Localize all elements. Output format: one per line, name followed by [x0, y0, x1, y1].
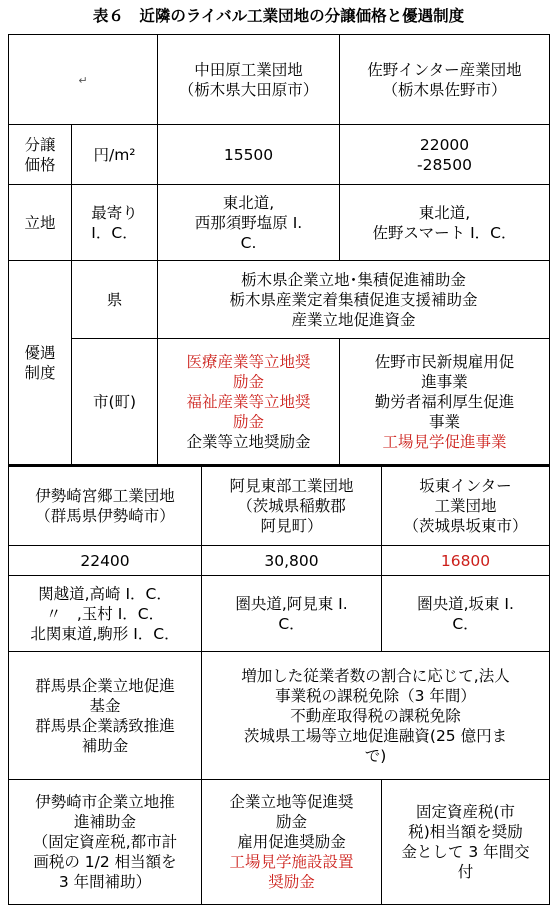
incentive-line: 事業 — [428, 412, 460, 431]
park-name: 中田原工業団地 — [194, 60, 303, 79]
ic-value: 東北道, 西那須野塩原 I. C. — [158, 185, 340, 261]
table-row — [9, 125, 550, 185]
ic-value: 圏央道,坂東 I. C． — [382, 576, 550, 652]
table-row — [9, 339, 550, 466]
price-label: 分譲 価格 — [9, 125, 72, 185]
price-unit: 円/m² — [72, 125, 158, 185]
ic-value: 圏央道,阿見東 I. C． — [202, 576, 382, 652]
ic-value: 関越道,高崎 I．C． 〃 ,玉村 I．C． 北関東道,駒形 I．C． — [9, 576, 202, 652]
incentive-line: 医療産業等立地奨 — [186, 352, 311, 371]
table-row — [9, 185, 550, 261]
incentive-line: 工場見学促進事業 — [382, 432, 507, 451]
comparison-table-1 — [8, 34, 550, 467]
header-sano — [340, 35, 550, 125]
table-row — [9, 35, 550, 125]
park-location: （栃木県佐野市） — [382, 80, 507, 99]
comparison-table-2 — [8, 465, 550, 905]
incentive-line: 励金 — [275, 813, 307, 831]
prefecture-incentives: 増加した従業者数の割合に応じて,法人 事業税の課税免除（3 年間） 不動産取得税の課税免除 茨城県工場等立地促進融資(25 億円ま で) — [202, 652, 550, 780]
incentive-line: 佐野市民新規雇用促 — [374, 352, 515, 371]
table-row — [9, 780, 550, 905]
incentive-line: 工場見学施設設置 — [229, 853, 354, 871]
incentive-label: 優遇 制度 — [9, 261, 72, 466]
incentive-line: 企業立地等促進奨 — [229, 793, 354, 811]
location-label: 立地 — [9, 185, 72, 261]
incentive-line: 勤労者福利厚生促進 — [374, 392, 515, 411]
city-incentives — [202, 780, 382, 905]
table-title: 表６ 近隣のライバル工業団地の分譲価格と優遇制度 — [92, 7, 465, 25]
table-row — [9, 652, 550, 780]
incentive-line: 福祉産業等立地奨 — [186, 392, 311, 411]
city-label: 市(町) — [72, 339, 158, 466]
prefecture-label: 県 — [72, 261, 158, 339]
prefecture-incentives: 群馬県企業立地促進 基金 群馬県企業誘致推進 補助金 — [9, 652, 202, 780]
prefecture-incentives: 栃木県企業立地･集積促進補助金 栃木県産業定着集積促進支援補助金 産業立地促進資金 — [158, 261, 550, 339]
city-incentives — [158, 339, 340, 466]
incentive-line: 雇用促進奨励金 — [237, 833, 346, 851]
table-row — [9, 576, 550, 652]
city-incentives — [340, 339, 550, 466]
header-nakatahara — [158, 35, 340, 125]
empty-header-cell: ↵ — [9, 35, 158, 125]
table-row — [9, 261, 550, 339]
park-location: （栃木県大田原市） — [178, 80, 319, 99]
city-incentives: 固定資産税(市 税)相当額を奨励 金として 3 年間交 付 — [382, 780, 550, 905]
incentive-line: 企業等立地奨励金 — [186, 432, 311, 451]
table-row — [9, 466, 550, 546]
price-value: 22400 — [9, 546, 202, 576]
incentive-line: 励金 — [232, 372, 264, 391]
park-name: 佐野インター産業団地 — [367, 60, 522, 79]
header-ami: 阿見東部工業団地 （茨城県稲敷郡 阿見町） — [202, 466, 382, 546]
header-bando: 坂東インター 工業団地 （茨城県坂東市） — [382, 466, 550, 546]
header-isesaki: 伊勢崎宮郷工業団地 （群馬県伊勢崎市） — [9, 466, 202, 546]
table-row — [9, 546, 550, 576]
price-value: 30,800 — [202, 546, 382, 576]
nearest-ic-label: 最寄り I．C． — [72, 185, 158, 261]
incentive-line: 奨励金 — [268, 873, 315, 891]
incentive-line: 進事業 — [421, 372, 468, 391]
price-value: 22000 -28500 — [340, 125, 550, 185]
price-value: 15500 — [158, 125, 340, 185]
city-incentives: 伊勢崎市企業立地推 進補助金 （固定資産税,都市計 画税の 1/2 相当額を 3 年間補助） — [9, 780, 202, 905]
ic-value: 東北道, 佐野スマート I．C． — [340, 185, 550, 261]
incentive-line: 励金 — [232, 412, 264, 431]
price-value: 16800 — [382, 546, 550, 576]
